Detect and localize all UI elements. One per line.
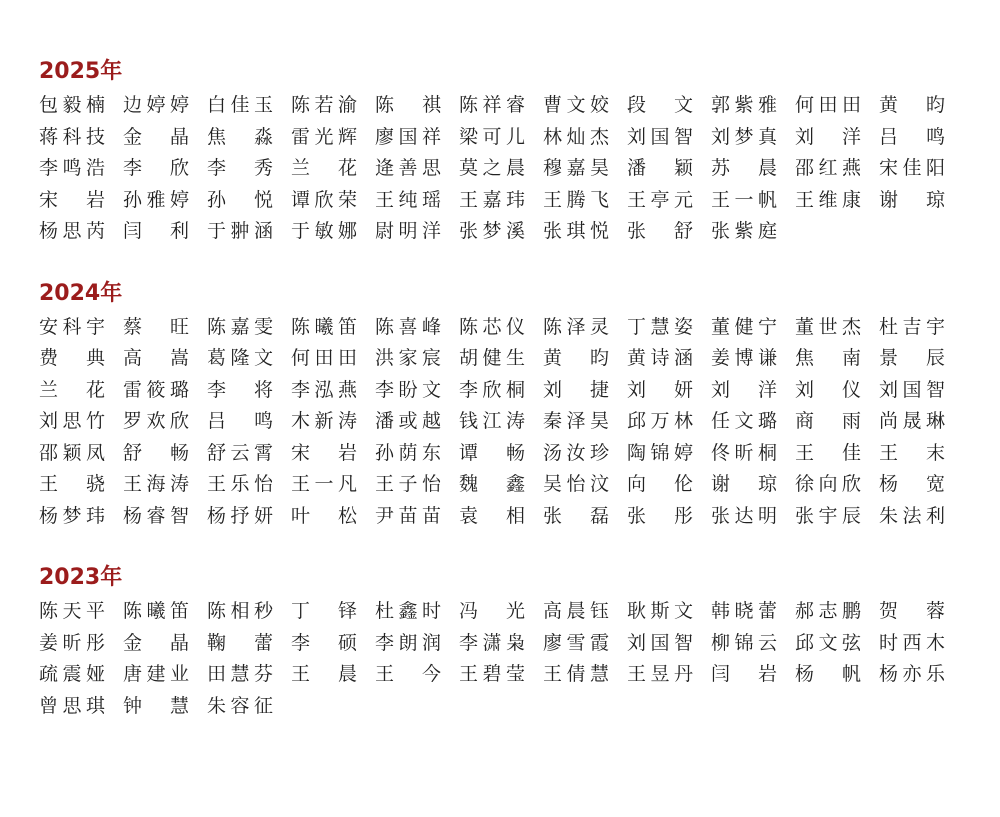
name-entry: 兰 花 [291, 157, 357, 179]
name-entry: 王 末 [879, 441, 945, 464]
name-entry: 杨思芮 [39, 220, 105, 242]
name-entry: 王一凡 [291, 473, 357, 495]
name-entry: 安科宇 [39, 315, 105, 338]
name-entry: 陈若渝 [291, 94, 357, 116]
name-entry: 李鸣浩 [39, 157, 105, 179]
name-entry: 张紫庭 [711, 220, 777, 242]
name-entry: 吕 鸣 [207, 410, 273, 432]
name-entry: 李 将 [207, 378, 273, 401]
name-entry: 杜鑫时 [375, 600, 441, 622]
name-entry: 廖国祥 [375, 125, 441, 148]
name-grid [39, 90, 959, 248]
name-entry: 罗欢欣 [123, 410, 189, 432]
name-entry: 邱万林 [627, 410, 693, 432]
name-entry: 刘国智 [627, 125, 693, 148]
name-entry: 陈喜峰 [375, 315, 441, 338]
name-entry: 苏 晨 [711, 157, 777, 179]
name-entry: 葛隆文 [207, 347, 273, 369]
name-entry: 张梦溪 [459, 220, 525, 242]
name-entry: 闫 利 [123, 220, 189, 242]
name-entry: 佟昕桐 [711, 441, 777, 464]
name-entry: 金 晶 [123, 125, 189, 148]
name-entry: 陈 祺 [375, 94, 441, 116]
name-entry: 宋 岩 [39, 188, 105, 211]
name-entry: 刘国智 [879, 378, 945, 401]
name-entry: 孙 悦 [207, 188, 273, 211]
name-entry: 邵红燕 [795, 157, 861, 179]
name-entry: 叶 松 [291, 504, 357, 527]
name-entry: 于翀涵 [207, 220, 273, 242]
name-entry: 于敏娜 [291, 220, 357, 242]
name-entry: 刘国智 [627, 631, 693, 654]
name-entry: 曹文姣 [543, 94, 609, 116]
name-entry: 钱江涛 [459, 410, 525, 432]
year-section-2025 [39, 58, 959, 248]
name-entry: 陈泽灵 [543, 315, 609, 338]
name-entry: 朱容征 [207, 694, 273, 717]
name-entry: 兰 花 [39, 378, 105, 401]
name-entry: 景 辰 [879, 347, 945, 369]
honor-roll [39, 58, 959, 754]
name-entry: 王嘉玮 [459, 188, 525, 211]
name-entry: 韩晓蕾 [711, 600, 777, 622]
name-entry: 钟 慧 [123, 694, 189, 717]
name-entry: 陶锦婷 [627, 441, 693, 464]
name-entry: 林灿杰 [543, 125, 609, 148]
name-entry: 木新涛 [291, 410, 357, 432]
name-entry: 王维康 [795, 188, 861, 211]
name-entry: 邱文弦 [795, 631, 861, 654]
name-entry: 陈天平 [39, 600, 105, 622]
name-entry: 杨睿智 [123, 504, 189, 527]
name-entry: 白佳玉 [207, 94, 273, 116]
name-entry: 谭欣荣 [291, 188, 357, 211]
year-heading: 2024年 [39, 280, 123, 306]
name-grid [39, 312, 959, 533]
name-entry: 袁 相 [459, 504, 525, 527]
year-section-2023 [39, 564, 959, 722]
name-entry: 宋 岩 [291, 441, 357, 464]
name-entry: 徐向欣 [795, 473, 861, 495]
name-entry: 李泓燕 [291, 378, 357, 401]
name-entry: 费 典 [39, 347, 105, 369]
name-entry: 张达明 [711, 504, 777, 527]
name-entry: 张 磊 [543, 504, 609, 527]
name-entry: 高晨钰 [543, 600, 609, 622]
name-entry: 金 晶 [123, 631, 189, 654]
name-entry: 向 伦 [627, 473, 693, 495]
name-entry: 穆嘉昊 [543, 157, 609, 179]
name-entry: 尉明洋 [375, 220, 441, 242]
name-entry: 谭 畅 [459, 441, 525, 464]
name-entry: 焦 南 [795, 347, 861, 369]
name-entry: 黄诗涵 [627, 347, 693, 369]
name-entry: 王一帆 [711, 188, 777, 211]
name-entry: 莫之晨 [459, 157, 525, 179]
year-section-2024 [39, 280, 959, 533]
name-entry: 时西木 [879, 631, 945, 654]
name-entry: 李 秀 [207, 157, 273, 179]
name-entry: 刘 洋 [795, 125, 861, 148]
year-heading: 2025年 [39, 59, 123, 84]
name-entry: 闫 岩 [711, 663, 777, 685]
name-entry: 陈祥睿 [459, 94, 525, 116]
name-entry: 王子怡 [375, 473, 441, 495]
name-entry: 唐建业 [123, 663, 189, 685]
name-entry: 何田田 [291, 347, 357, 369]
name-entry: 洪家宸 [375, 347, 441, 369]
name-entry: 陈相秒 [207, 600, 273, 622]
name-entry: 疏震娅 [39, 663, 105, 685]
name-entry: 王 骁 [39, 473, 105, 495]
name-entry: 王碧莹 [459, 663, 525, 685]
name-entry: 廖雪霞 [543, 631, 609, 654]
name-entry: 李 硕 [291, 631, 357, 654]
name-entry: 逄善思 [375, 157, 441, 179]
name-entry: 李朗润 [375, 631, 441, 654]
name-entry: 段 文 [627, 94, 693, 116]
name-entry: 董世杰 [795, 315, 861, 338]
name-entry: 尹苗苗 [375, 504, 441, 527]
name-entry: 柳锦云 [711, 631, 777, 654]
name-grid [39, 596, 959, 722]
name-entry: 黄 昀 [543, 347, 609, 369]
name-entry: 边婷婷 [123, 94, 189, 116]
name-entry: 汤汝珍 [543, 441, 609, 464]
name-entry: 包毅楠 [39, 94, 105, 116]
name-entry: 魏 鑫 [459, 473, 525, 495]
name-entry: 蒋科技 [39, 125, 105, 148]
name-entry: 王亭元 [627, 188, 693, 211]
name-entry: 王 晨 [291, 663, 357, 685]
name-entry: 李盼文 [375, 378, 441, 401]
name-entry: 王腾飞 [543, 188, 609, 211]
name-entry: 陈嘉雯 [207, 315, 273, 338]
name-entry: 杨亦乐 [879, 663, 945, 685]
name-entry: 舒 畅 [123, 441, 189, 464]
name-entry: 孙雅婷 [123, 188, 189, 211]
name-entry: 陈曦笛 [291, 315, 357, 338]
name-entry: 王 佳 [795, 441, 861, 464]
name-entry: 王乐怡 [207, 473, 273, 495]
name-entry: 王海涛 [123, 473, 189, 495]
name-entry: 邵颖凤 [39, 441, 105, 464]
name-entry: 孙荫东 [375, 441, 441, 464]
name-entry: 商 雨 [795, 410, 861, 432]
name-entry: 张 舒 [627, 220, 693, 242]
name-entry: 刘 捷 [543, 378, 609, 401]
name-entry: 谢 琼 [711, 473, 777, 495]
name-entry: 雷筱璐 [123, 378, 189, 401]
name-entry: 姜昕彤 [39, 631, 105, 654]
name-entry: 李 欣 [123, 157, 189, 179]
name-entry: 朱法利 [879, 504, 945, 527]
name-entry: 丁 铎 [291, 600, 357, 622]
name-entry: 刘 仪 [795, 378, 861, 401]
name-entry: 鞠 蕾 [207, 631, 273, 654]
name-entry: 田慧芬 [207, 663, 273, 685]
name-entry: 吴怡汶 [543, 473, 609, 495]
name-entry: 宋佳阳 [879, 157, 945, 179]
name-entry: 蔡 旺 [123, 315, 189, 338]
name-entry: 王倩慧 [543, 663, 609, 685]
name-entry: 姜博谦 [711, 347, 777, 369]
name-entry: 刘思竹 [39, 410, 105, 432]
name-entry: 曾思琪 [39, 694, 105, 717]
name-entry: 杜吉宇 [879, 315, 945, 338]
name-entry: 杨 帆 [795, 663, 861, 685]
name-entry: 郭紫雅 [711, 94, 777, 116]
name-entry: 秦泽昊 [543, 410, 609, 432]
name-entry: 吕 鸣 [879, 125, 945, 148]
name-entry: 王 今 [375, 663, 441, 685]
name-entry: 张琪悦 [543, 220, 609, 242]
name-entry: 杨抒妍 [207, 504, 273, 527]
name-entry: 潘 颖 [627, 157, 693, 179]
name-entry: 谢 琼 [879, 188, 945, 211]
name-entry: 焦 淼 [207, 125, 273, 148]
name-entry: 刘 妍 [627, 378, 693, 401]
name-entry: 高 嵩 [123, 347, 189, 369]
name-entry: 陈曦笛 [123, 600, 189, 622]
name-entry: 舒云霄 [207, 441, 273, 464]
name-entry: 张宇辰 [795, 504, 861, 527]
name-entry: 王纯瑶 [375, 188, 441, 211]
name-entry: 董健宁 [711, 315, 777, 338]
name-entry: 陈芯仪 [459, 315, 525, 338]
name-entry: 郝志鹏 [795, 600, 861, 622]
name-entry: 王昱丹 [627, 663, 693, 685]
name-entry: 刘梦真 [711, 125, 777, 148]
name-entry: 张 彤 [627, 504, 693, 527]
name-entry: 潘或越 [375, 410, 441, 432]
name-entry: 杨 宽 [879, 473, 945, 495]
year-heading: 2023年 [39, 565, 123, 590]
name-entry: 胡健生 [459, 347, 525, 369]
name-entry: 耿斯文 [627, 600, 693, 622]
name-entry: 刘 洋 [711, 378, 777, 401]
name-entry: 冯 光 [459, 600, 525, 622]
name-entry: 任文璐 [711, 410, 777, 432]
name-entry: 何田田 [795, 94, 861, 116]
name-entry: 李欣桐 [459, 378, 525, 401]
name-entry: 梁可儿 [459, 125, 525, 148]
name-entry: 贺 蓉 [879, 600, 945, 622]
name-entry: 尚晟琳 [879, 410, 945, 432]
name-entry: 李潇枭 [459, 631, 525, 654]
name-entry: 丁慧姿 [627, 315, 693, 338]
name-entry: 杨梦玮 [39, 504, 105, 527]
name-entry: 黄 昀 [879, 94, 945, 116]
name-entry: 雷光辉 [291, 125, 357, 148]
